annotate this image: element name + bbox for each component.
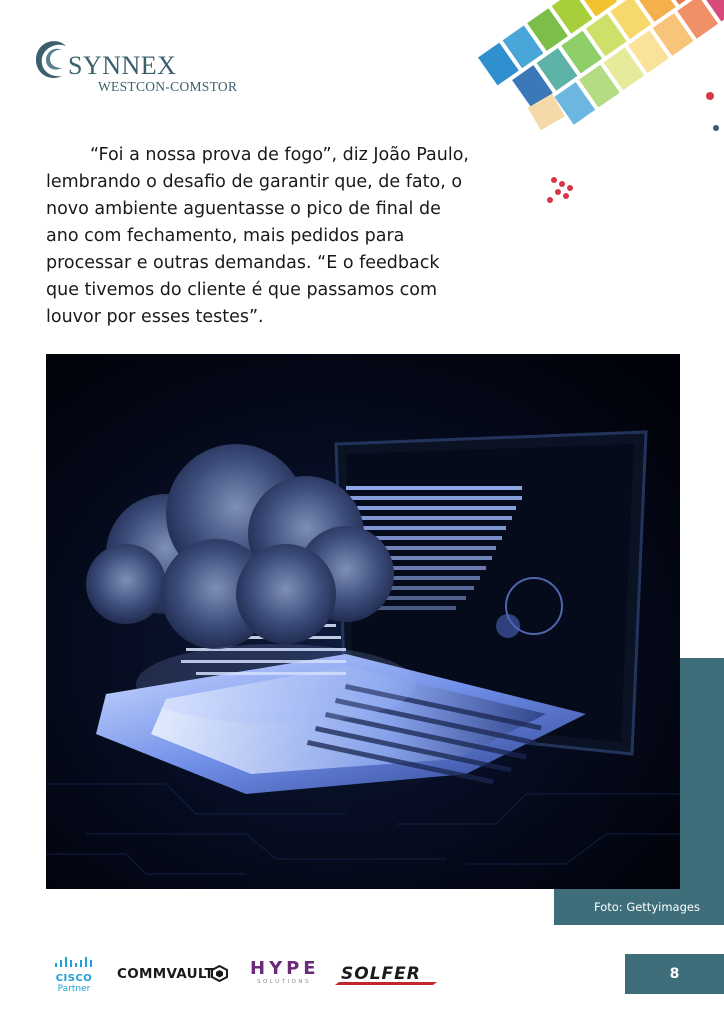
- commvault-logo: COMMVAULT: [117, 966, 215, 982]
- solfer-word: SOLFER: [341, 964, 421, 984]
- partner-logos: [50, 952, 450, 992]
- page-number: 8: [625, 954, 724, 994]
- cisco-bars-icon: [54, 957, 94, 967]
- cisco-partner-logo: [50, 952, 98, 994]
- commvault-cube-icon: [211, 965, 228, 982]
- hype-subtitle: SOLUTIONS: [256, 979, 312, 985]
- brand-subtitle: WESTCON-COMSTOR: [98, 79, 238, 94]
- body-paragraph: [46, 142, 476, 331]
- synnex-logo: [32, 38, 242, 98]
- paragraph-text: “Foi a nossa prova de fogo”, diz João Paulo, lembrando o desafio de garantir que, de fato, o novo ambiente aguentasse o pico de final de ano com fechamento, mais pedidos para processar e outras demandas. “E o feedback que tivemos do cliente é que passamos com louvor por esses testes”.: [46, 145, 469, 327]
- laptop-cloud-photo: [46, 354, 680, 889]
- hype-logo: [250, 960, 318, 986]
- photo-caption: Foto: Gettyimages: [554, 889, 724, 925]
- solfer-logo: [333, 962, 443, 986]
- hype-word: HYPE: [250, 958, 320, 979]
- cisco-word: CISCO: [55, 973, 93, 984]
- brand-name: SYNNEX: [68, 51, 177, 80]
- cisco-partner-label: Partner: [57, 984, 91, 994]
- decorative-mosaic: [444, 0, 724, 220]
- side-accent-panel: [680, 658, 724, 889]
